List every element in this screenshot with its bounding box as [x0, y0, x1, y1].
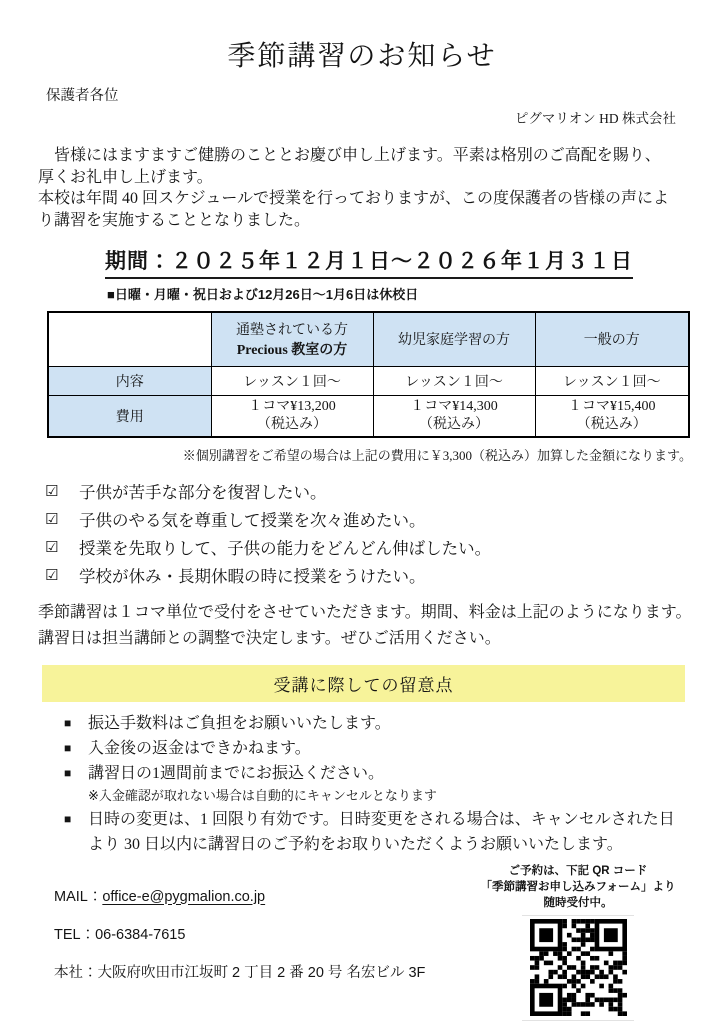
square-bullet-icon: ■ — [64, 715, 72, 730]
checked-checkbox-icon: ☑ — [45, 565, 59, 584]
bullet-subnote: ※入金確認が取れない場合は自動的にキャンセルとなります — [88, 787, 437, 803]
column-header-text: 通塾されている方 — [236, 323, 348, 339]
contact-info — [0, 857, 458, 1024]
checked-checkbox-icon: ☑ — [45, 537, 59, 556]
salutation: 保護者各位 — [46, 88, 119, 104]
price-amount: １コマ¥14,300 — [410, 398, 498, 414]
content-cell: レッスン１回～ — [535, 366, 689, 395]
notice-bullet-list — [64, 711, 686, 857]
qr-caption-line: ご予約は、下記 QR コード — [508, 864, 648, 877]
checklist-item — [45, 561, 724, 589]
price-amount: １コマ¥15,400 — [568, 398, 656, 414]
checklist-item-label: 授業を先取りして、子供の能力をどんどん伸ばしたい。 — [79, 538, 492, 558]
outro-paragraph: 季節講習は１コマ単位で受付をさせていただきます。期間、料金は上記のようになります。講習日は担当講師との調整で決定します。ぜひご活用ください。 — [38, 603, 692, 647]
square-bullet-icon: ■ — [64, 811, 72, 826]
column-header-precious — [211, 312, 373, 366]
intro-line: 皆様にはますますご健勝のこととお慶び申し上げます。平素は格別のご高配を賜り、 — [38, 147, 661, 164]
notice-banner: 受講に際しての留意点 — [42, 665, 685, 702]
price-cell — [211, 395, 373, 437]
price-cell — [373, 395, 535, 437]
checklist-item — [45, 505, 724, 533]
checklist-item-label: 学校が休み・長期休暇の時に授業をうけたい。 — [79, 566, 426, 586]
tel-line — [54, 923, 458, 944]
checklist-item-label: 子供が苦手な部分を復習したい。 — [79, 482, 327, 502]
address-line — [54, 961, 458, 982]
notice-bullet — [64, 761, 686, 807]
qr-caption-line: 随時受付中。 — [543, 896, 613, 909]
checklist-item-label: 子供のやる気を尊重して授業を次々進めたい。 — [79, 510, 426, 530]
bullet-text: 日時の変更は、1 回限り有効です。日時変更をされる場合は、キャンセルされた日より 30 日以内に講習日のご予約をお取りいただくようお願いいたします。 — [88, 810, 675, 853]
period-heading: 期間：２０２５年１２月１日～２０２６年１月３１日 — [105, 245, 633, 279]
square-bullet-icon: ■ — [64, 765, 72, 780]
checked-checkbox-icon: ☑ — [45, 481, 59, 500]
square-bullet-icon: ■ — [64, 740, 72, 755]
notice-bullet — [64, 736, 686, 761]
mail-line — [54, 885, 458, 906]
tax-note: （税込み） — [257, 416, 327, 432]
checklist — [45, 477, 724, 589]
column-header-text: Precious 教室の方 — [236, 343, 348, 359]
page-title: 季節講習のお知らせ — [227, 41, 497, 72]
notice-bullet — [64, 711, 686, 736]
tax-note: （税込み） — [576, 416, 647, 432]
divider — [522, 915, 634, 916]
divider — [522, 1020, 634, 1021]
content-cell: レッスン１回～ — [211, 366, 373, 395]
row-label-content: 内容 — [48, 366, 211, 395]
qr-caption-line: 「季節講習お申し込みフォーム」より — [480, 880, 676, 893]
intro-line: り講習を実施することとなりました。 — [38, 211, 311, 229]
mail-label: MAIL： — [54, 888, 103, 905]
content-cell: レッスン１回～ — [373, 366, 535, 395]
bullet-text: 入金後の返金はできかねます。 — [88, 739, 311, 757]
address-value: 大阪府吹田市江坂町 2 丁目 2 番 20 号 名宏ビル 3F — [97, 964, 426, 981]
intro-line: 本校は年間 40 回スケジュールで授業を行っておりますが、この度保護者の皆様の声によ — [38, 190, 670, 207]
intro-paragraph — [38, 145, 696, 231]
tel-number: 06-6384-7615 — [95, 926, 186, 943]
bullet-text — [88, 761, 686, 807]
qr-caption — [458, 863, 698, 911]
closed-days-note: ■日曜・月曜・祝日および12月26日～1月6日は休校日 — [107, 287, 419, 302]
pricing-table — [47, 311, 690, 438]
column-header-home-learning — [373, 312, 535, 366]
table-corner-cell — [48, 312, 211, 366]
table-price-row — [48, 395, 689, 437]
price-cell — [535, 395, 689, 437]
price-amount: １コマ¥13,200 — [248, 398, 336, 414]
address-label: 本社： — [54, 964, 98, 981]
mail-address-link[interactable]: office-e@pygmalion.co.jp — [102, 888, 266, 905]
table-content-row — [48, 366, 689, 395]
checklist-item — [45, 533, 724, 561]
tel-label: TEL： — [54, 926, 96, 943]
notice-bullet — [64, 807, 686, 857]
column-header-text: 幼児家庭学習の方 — [398, 333, 510, 349]
period-section — [105, 245, 724, 303]
checklist-item — [45, 477, 724, 505]
bullet-text: 振込手数料はご負担をお願いいたします。 — [88, 714, 391, 732]
tax-note: （税込み） — [419, 416, 489, 432]
table-header-row — [48, 312, 689, 366]
company-name: ピグマリオン HD 株式会社 — [514, 111, 676, 126]
bullet-text-main: 講習日の1週間前までにお振込ください。 — [88, 764, 385, 782]
intro-line: 厚くお礼申し上げます。 — [38, 168, 213, 186]
booking-block — [458, 857, 698, 1024]
column-header-text: 一般の方 — [583, 333, 640, 349]
footer — [0, 857, 724, 1024]
individual-course-note: ※個別講習をご希望の場合は上記の費用に￥3,300（税込み）加算した金額になります。 — [182, 447, 692, 463]
checked-checkbox-icon: ☑ — [45, 509, 59, 528]
column-header-general — [535, 312, 689, 366]
qr-code-icon — [530, 919, 627, 1016]
row-label-price: 費用 — [48, 395, 211, 437]
